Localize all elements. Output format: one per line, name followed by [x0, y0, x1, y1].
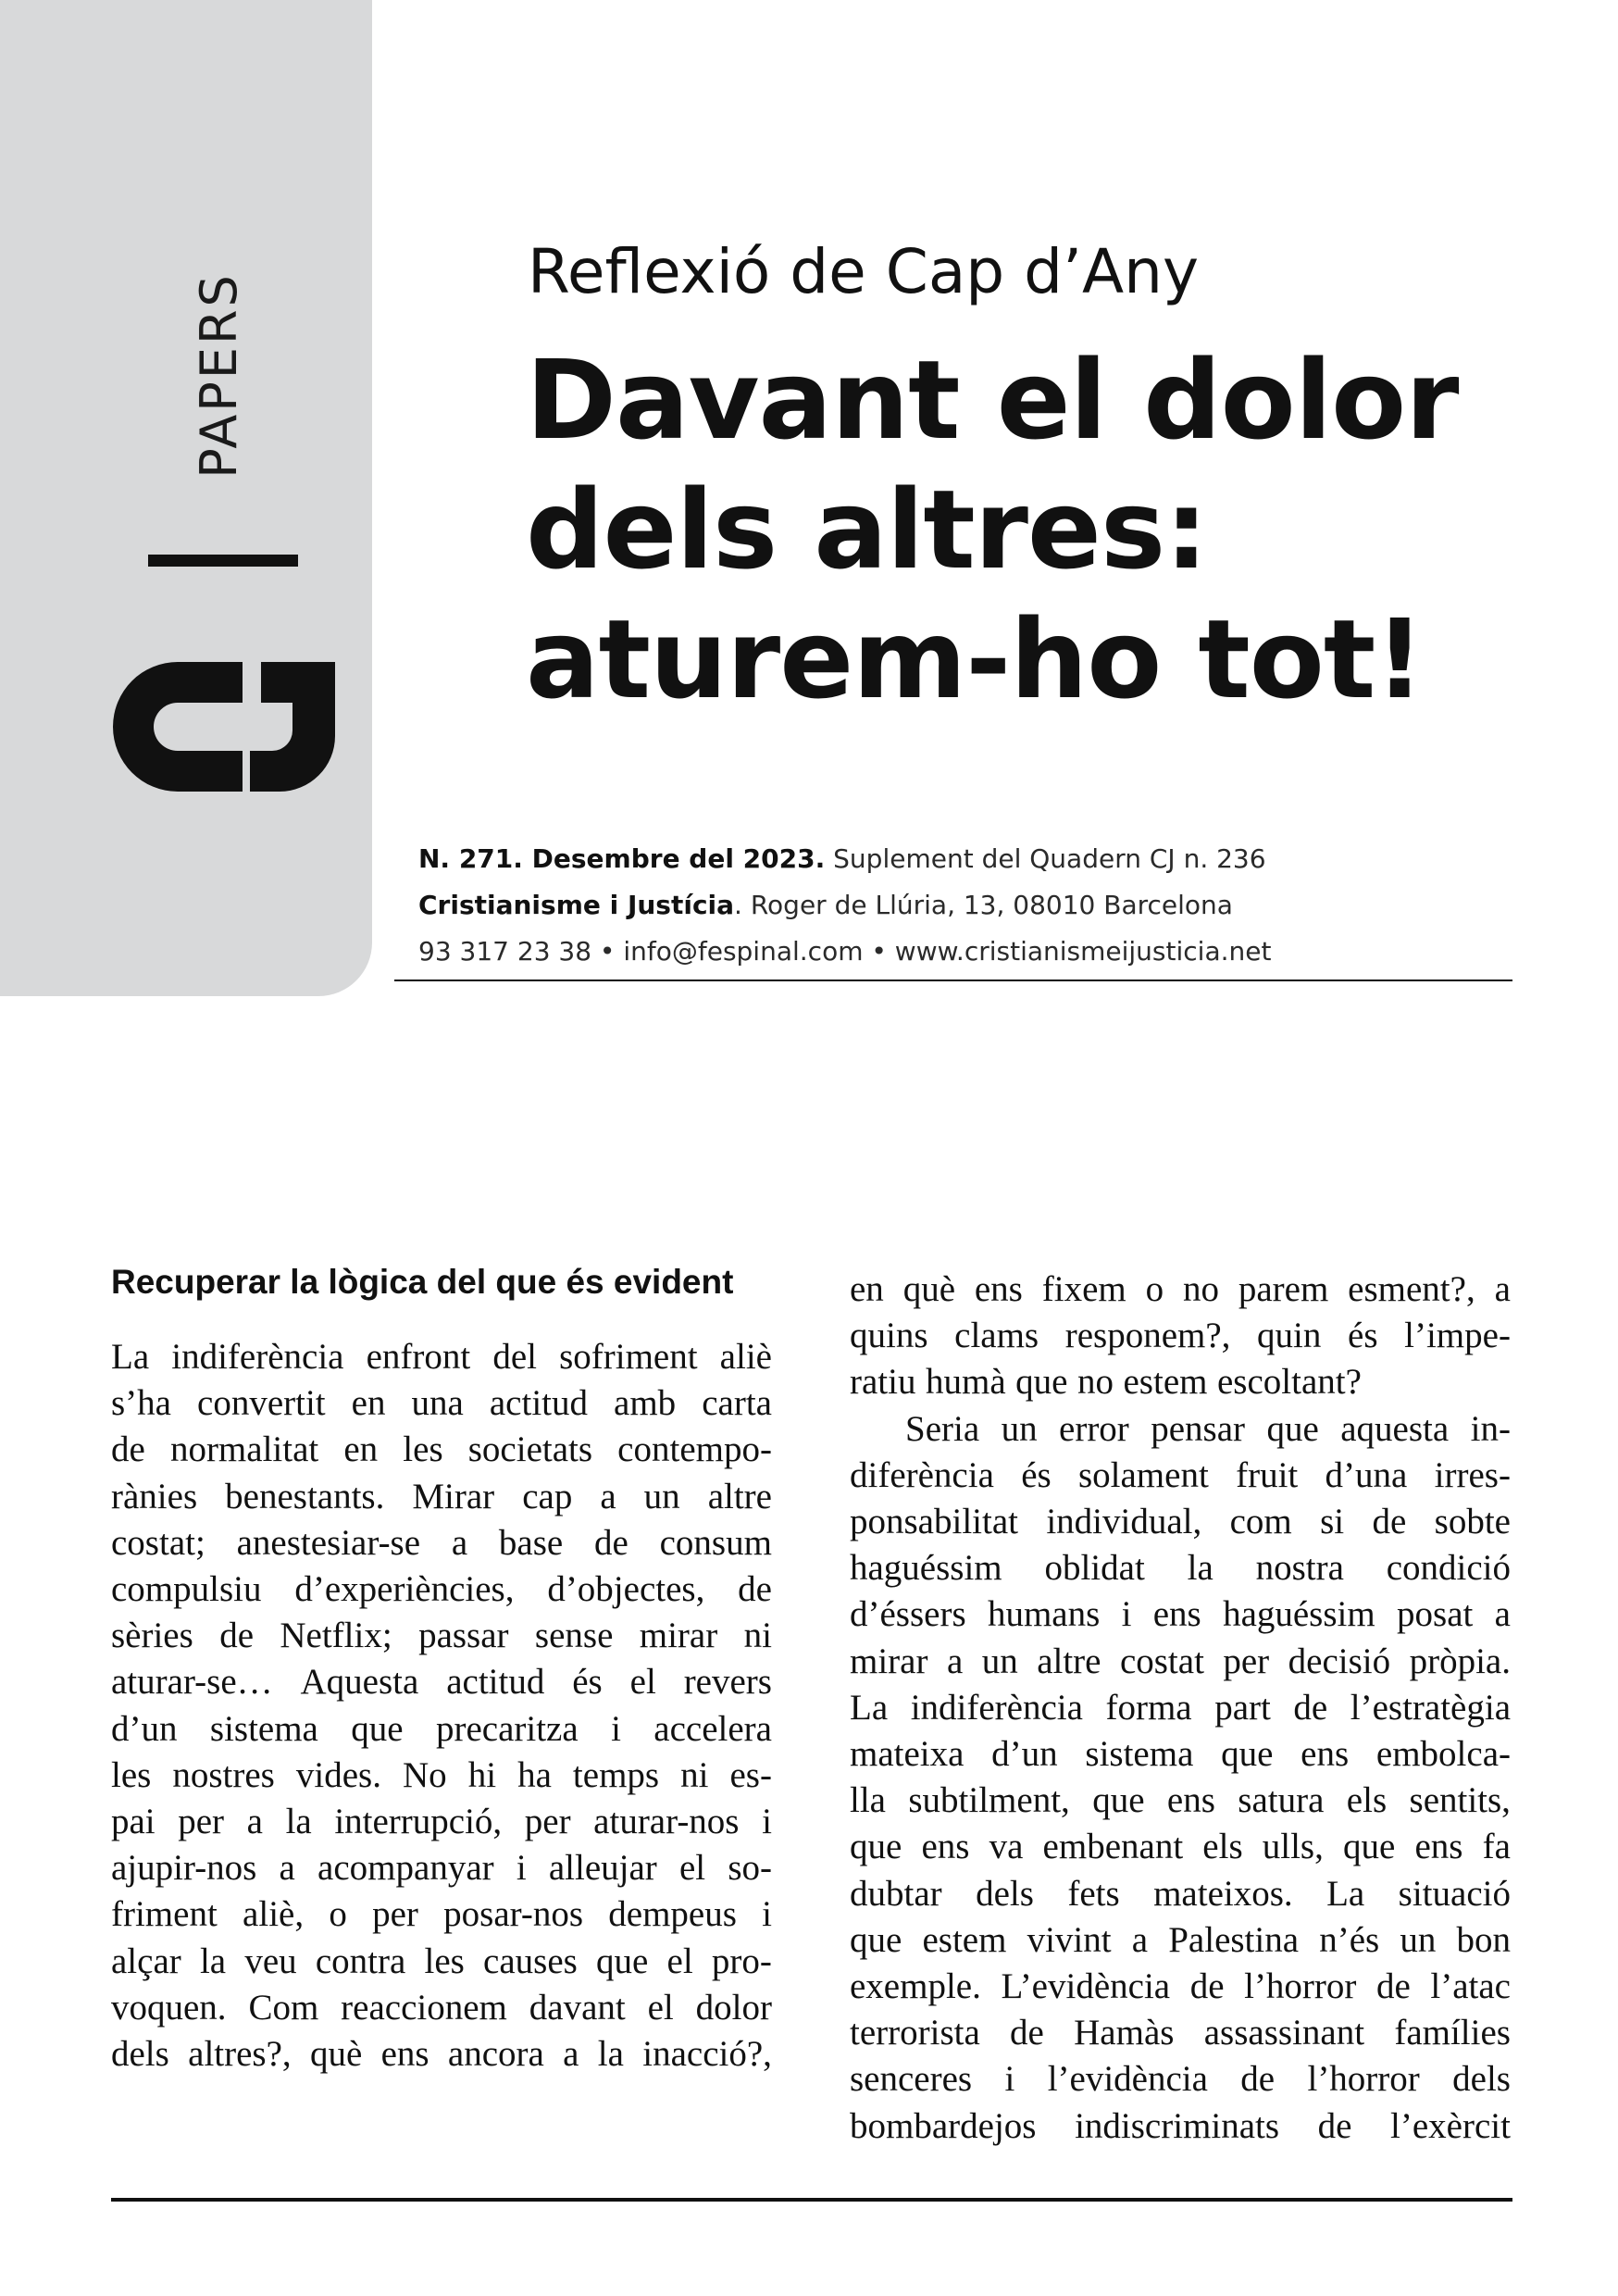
word: escoltant?: [1216, 1362, 1362, 1403]
word: quins: [850, 1316, 928, 1356]
word: so-: [728, 1848, 772, 1889]
word: Seria: [905, 1408, 980, 1449]
word: error: [1059, 1408, 1129, 1449]
word: les: [424, 1940, 465, 1981]
word: de: [1317, 2105, 1352, 2146]
word: temps: [572, 1754, 660, 1795]
word: aquesta: [1340, 1408, 1450, 1449]
word: i: [762, 1802, 772, 1842]
word: com: [1229, 1502, 1292, 1542]
word: dels: [1452, 2059, 1511, 2100]
word: condició: [1386, 1548, 1511, 1589]
text-line: [111, 1845, 772, 1891]
word: La: [111, 1337, 150, 1377]
word: La: [1326, 1873, 1365, 1914]
word: cap: [522, 1476, 573, 1516]
article-body-right: [850, 1267, 1511, 2150]
word: embenant: [1042, 1827, 1184, 1867]
word: l’horror: [1244, 1966, 1357, 2007]
word: a: [600, 1476, 616, 1516]
word: dubtar: [850, 1873, 942, 1914]
word: senceres: [850, 2059, 973, 2100]
word: costat;: [111, 1522, 205, 1563]
word: rànies: [111, 1476, 198, 1516]
word: per: [372, 1894, 418, 1935]
word: d’un: [111, 1708, 178, 1749]
word: per: [524, 1802, 571, 1842]
word: sistema: [1085, 1734, 1194, 1775]
word: les: [403, 1429, 443, 1470]
word: contempo-: [617, 1429, 772, 1470]
organization-name: Cristianisme i Justícia: [418, 890, 735, 920]
word: benestants.: [225, 1476, 385, 1516]
word: i: [611, 1708, 621, 1749]
word: lla: [850, 1780, 886, 1821]
sidebar-divider: [148, 555, 298, 567]
word: en: [351, 1383, 386, 1424]
word: alleujar: [548, 1848, 657, 1889]
word: convertit: [197, 1383, 326, 1424]
word: ni: [680, 1754, 709, 1795]
word: La: [850, 1687, 889, 1728]
word: l’horror: [1307, 2059, 1420, 2100]
word: què: [309, 2034, 363, 2075]
word: a: [946, 1641, 964, 1681]
word: ratiu: [850, 1362, 916, 1403]
word: que: [1015, 1362, 1068, 1403]
word: quin: [1257, 1316, 1322, 1356]
text-line: [850, 1685, 1511, 1731]
word: una: [411, 1383, 464, 1424]
title-line: dels altres:: [526, 466, 1208, 593]
word: forma: [1105, 1687, 1192, 1728]
text-line: [111, 1939, 772, 1985]
word: de: [1372, 1502, 1407, 1542]
word: Com: [248, 1987, 319, 2028]
word: diferència: [850, 1454, 994, 1495]
text-line: [850, 1406, 1511, 1453]
word: pro-: [711, 1940, 772, 1981]
word: famílies: [1394, 2013, 1511, 2053]
word: acompanyar: [317, 1848, 494, 1889]
word: clams: [954, 1316, 1039, 1356]
word: a: [1494, 1594, 1511, 1635]
word: és: [572, 1662, 603, 1703]
text-line: [850, 1499, 1511, 1545]
word: aturar-nos: [593, 1802, 740, 1842]
word: les: [111, 1754, 152, 1795]
word: hi: [467, 1754, 497, 1795]
title-line: Davant el dolor: [526, 336, 1459, 464]
article-column-right: [850, 1267, 1511, 2150]
word: la: [1187, 1548, 1214, 1589]
word: L’evidència: [1001, 1966, 1171, 2007]
page-title: [526, 335, 1544, 724]
word: sentits,: [1409, 1780, 1511, 1821]
word: a: [1131, 1919, 1149, 1960]
word: Netflix;: [280, 1616, 392, 1656]
word: o: [1145, 1269, 1164, 1309]
word: friment: [111, 1894, 218, 1935]
word: els: [1202, 1827, 1243, 1867]
text-line: [111, 1613, 772, 1659]
word: fa: [1482, 1827, 1511, 1867]
word: anestesiar-se: [236, 1522, 421, 1563]
word: que: [596, 1940, 649, 1981]
word: altres?,: [188, 2034, 292, 2075]
title-line: aturem-ho tot!: [526, 595, 1425, 723]
word: actitud: [489, 1383, 588, 1424]
word: d’objectes,: [547, 1569, 705, 1610]
word: responem?,: [1064, 1316, 1231, 1356]
text-line: [850, 1778, 1511, 1824]
word: i: [516, 1848, 527, 1889]
word: nostra: [1255, 1548, 1344, 1589]
word: un: [1001, 1408, 1038, 1449]
word: els: [1346, 1780, 1388, 1821]
word: sofriment: [559, 1337, 698, 1377]
word: ens: [1152, 1594, 1201, 1635]
word: que: [1221, 1734, 1274, 1775]
word: veu: [244, 1940, 297, 1981]
word: indiferència: [171, 1337, 344, 1377]
word: la: [285, 1802, 312, 1842]
word: pròpia.: [1409, 1641, 1511, 1681]
word: l’impe-: [1404, 1316, 1511, 1356]
text-line: [111, 1474, 772, 1520]
word: nostres: [172, 1754, 275, 1795]
text-line: [111, 1891, 772, 1938]
word: consum: [659, 1522, 772, 1563]
word: de: [1189, 1966, 1225, 2007]
text-line: [850, 1591, 1511, 1638]
word: ponsabilitat: [850, 1502, 1018, 1542]
word: subtilment,: [908, 1780, 1070, 1821]
word: dels: [111, 2034, 169, 2075]
word: d’experiències,: [294, 1569, 515, 1610]
word: de: [1376, 1966, 1411, 2007]
word: per: [1223, 1641, 1270, 1681]
word: reaccionem: [341, 1987, 507, 2028]
issue-line: [418, 836, 1511, 882]
word: aliè,: [243, 1894, 305, 1935]
word: dels: [976, 1873, 1034, 1914]
word: sèries: [111, 1616, 193, 1656]
word: mirar: [639, 1616, 718, 1656]
word: ens: [1414, 1827, 1463, 1867]
word: de: [1293, 1687, 1328, 1728]
word: un: [1400, 1919, 1437, 1960]
word: del: [492, 1337, 537, 1377]
word: situació: [1398, 1873, 1511, 1914]
word: no: [1077, 1362, 1114, 1403]
word: sense: [534, 1616, 614, 1656]
word: d’un: [991, 1734, 1058, 1775]
word: un: [643, 1476, 680, 1516]
page-subtitle: Reflexió de Cap d’Any: [528, 236, 1200, 307]
word: ens: [1301, 1734, 1350, 1775]
word: indiferència: [910, 1687, 1083, 1728]
word: és: [1348, 1316, 1378, 1356]
word: de: [594, 1522, 629, 1563]
word: o: [329, 1894, 347, 1935]
word: ens: [1166, 1780, 1215, 1821]
word: ulls,: [1262, 1827, 1324, 1867]
word: embolca-: [1375, 1734, 1511, 1775]
word: que: [1266, 1408, 1319, 1449]
word: el: [647, 1987, 674, 2028]
word: Mirar: [412, 1476, 495, 1516]
word: ha: [517, 1754, 552, 1795]
word: ens: [380, 2034, 429, 2075]
word: que: [850, 1919, 902, 1960]
organization-address: . Roger de Llúria, 13, 08010 Barcelona: [734, 890, 1233, 920]
issue-supplement: Suplement del Quadern CJ n. 236: [825, 843, 1266, 874]
word: parem: [1238, 1269, 1329, 1309]
word: mateixos.: [1153, 1873, 1293, 1914]
word: revers: [683, 1662, 772, 1703]
word: a: [1494, 1269, 1511, 1309]
cj-logo: [113, 662, 335, 792]
word: haguéssim: [850, 1548, 1002, 1589]
word: pai: [111, 1802, 156, 1842]
word: ens: [921, 1827, 970, 1867]
text-line: [111, 1985, 772, 2031]
word: No: [403, 1754, 447, 1795]
word: vivint: [1027, 1919, 1112, 1960]
word: Palestina: [1168, 1919, 1300, 1960]
word: s’ha: [111, 1383, 171, 1424]
word: posar-nos: [443, 1894, 584, 1935]
text-line: [850, 1267, 1511, 1313]
word: altre: [1037, 1641, 1101, 1681]
word: societats: [467, 1429, 593, 1470]
word: in-: [1470, 1408, 1511, 1449]
word: el: [666, 1940, 693, 1981]
text-line: [111, 1520, 772, 1566]
text-line: [850, 1964, 1511, 2010]
word: accelera: [653, 1708, 772, 1749]
word: mirar: [850, 1641, 928, 1681]
word: i: [1004, 2059, 1015, 2100]
word: ni: [743, 1616, 772, 1656]
word: fixem: [1041, 1269, 1126, 1309]
word: assassinant: [1203, 2013, 1365, 2053]
word: dolor: [695, 1987, 772, 2028]
article-column-left: [111, 1260, 772, 2078]
word: per: [178, 1802, 225, 1842]
word: ens: [974, 1269, 1023, 1309]
word: oblidat: [1044, 1548, 1145, 1589]
word: la: [199, 1940, 227, 1981]
word: ajupir-nos: [111, 1848, 257, 1889]
word: enfront: [366, 1337, 471, 1377]
word: que: [1092, 1780, 1145, 1821]
text-line: [111, 1427, 772, 1473]
word: irres-: [1434, 1454, 1511, 1495]
organization-line: [418, 882, 1511, 929]
word: contra: [315, 1940, 406, 1981]
word: amb: [614, 1383, 677, 1424]
word: mateixa: [850, 1734, 965, 1775]
word: de: [1010, 2013, 1044, 2053]
word: humans: [987, 1594, 1101, 1635]
word: l’evidència: [1047, 2059, 1208, 2100]
publication-info: [418, 836, 1511, 975]
word: que: [850, 1827, 902, 1867]
word: posat: [1397, 1594, 1474, 1635]
text-line: [850, 1731, 1511, 1778]
word: de: [219, 1616, 254, 1656]
word: si: [1320, 1502, 1345, 1542]
word: esment?,: [1348, 1269, 1475, 1309]
word: causes: [483, 1940, 578, 1981]
word: bon: [1456, 1919, 1511, 1960]
text-line: [850, 2010, 1511, 2056]
word: va: [989, 1827, 1024, 1867]
word: a: [451, 1522, 468, 1563]
word: compulsiu: [111, 1569, 262, 1610]
word: l’estratègia: [1350, 1687, 1511, 1728]
word: i: [1121, 1594, 1132, 1635]
text-line: [850, 1824, 1511, 1870]
word: precaritza: [435, 1708, 579, 1749]
word: n’és: [1319, 1919, 1380, 1960]
word: a: [246, 1802, 263, 1842]
word: davant: [529, 1987, 626, 2028]
word: terrorista: [850, 2013, 980, 2053]
word: individual,: [1046, 1502, 1202, 1542]
word: aturar-se…: [111, 1662, 273, 1703]
text-line: [111, 2031, 772, 2078]
word: satura: [1238, 1780, 1325, 1821]
word: ancora: [447, 2034, 544, 2075]
word: d’éssers: [850, 1594, 966, 1635]
word: part: [1214, 1687, 1271, 1728]
word: fets: [1067, 1873, 1120, 1914]
word: què: [902, 1269, 955, 1309]
word: de: [1240, 2059, 1276, 2100]
text-line: [850, 1917, 1511, 1964]
word: la: [597, 2034, 624, 2075]
word: humà: [925, 1362, 1006, 1403]
word: Aquesta: [300, 1662, 419, 1703]
word: actitud: [446, 1662, 545, 1703]
word: i: [762, 1894, 772, 1935]
text-line: [850, 1545, 1511, 1591]
word: indiscriminats: [1075, 2105, 1280, 2146]
word: altre: [707, 1476, 772, 1516]
word: sistema: [209, 1708, 318, 1749]
text-line: [111, 1753, 772, 1799]
text-line: [111, 1706, 772, 1753]
word: que: [351, 1708, 404, 1749]
word: el: [629, 1662, 656, 1703]
header-rule: [394, 980, 1512, 981]
word: a: [279, 1848, 295, 1889]
word: fruit: [1236, 1454, 1299, 1495]
word: carta: [702, 1383, 772, 1424]
text-line: [850, 1871, 1511, 1917]
sidebar-panel: [0, 0, 372, 996]
word: alçar: [111, 1940, 181, 1981]
word: normalitat: [169, 1429, 319, 1470]
text-line: [850, 1313, 1511, 1359]
text-line: [850, 1359, 1511, 1405]
footer-rule: [111, 2198, 1512, 2202]
word: exemple.: [850, 1966, 981, 2007]
word: estem: [922, 1919, 1007, 1960]
word: en: [850, 1269, 884, 1309]
word: pensar: [1151, 1408, 1246, 1449]
text-line: [850, 1453, 1511, 1499]
word: es-: [729, 1754, 772, 1795]
text-line: [111, 1380, 772, 1427]
word: estem: [1123, 1362, 1208, 1403]
text-line: [850, 2103, 1511, 2150]
word: a: [563, 2034, 579, 2075]
word: decisió: [1288, 1641, 1391, 1681]
word: de: [111, 1429, 145, 1470]
word: haguéssim: [1223, 1594, 1375, 1635]
word: interrupció,: [334, 1802, 503, 1842]
section-label: [191, 255, 246, 495]
word: el: [678, 1848, 706, 1889]
section-label-text: PAPERS: [189, 271, 248, 479]
word: de: [738, 1569, 772, 1610]
word: l’atac: [1430, 1966, 1511, 2007]
word: inacció?,: [642, 2034, 772, 2075]
text-line: [850, 1639, 1511, 1685]
word: aliè: [719, 1337, 772, 1377]
word: d’una: [1325, 1454, 1408, 1495]
word: que: [1343, 1827, 1396, 1867]
word: bombardejos: [850, 2105, 1037, 2146]
word: passar: [418, 1616, 509, 1656]
text-line: [111, 1659, 772, 1705]
section-heading: Recuperar la lògica del que és evident: [111, 1263, 734, 1301]
word: voquen.: [111, 1987, 227, 2028]
text-line: [111, 1334, 772, 1380]
word: l’exèrcit: [1390, 2105, 1511, 2146]
word: un: [981, 1641, 1018, 1681]
word: costat: [1119, 1641, 1204, 1681]
word: dempeus: [608, 1894, 737, 1935]
word: base: [498, 1522, 564, 1563]
contact-line: 93 317 23 38 • info@fespinal.com • www.cristianismeijusticia.net: [418, 936, 1272, 967]
issue-number: N. 271. Desembre del 2023.: [418, 843, 826, 874]
word: Hamàs: [1074, 2013, 1175, 2053]
word: no: [1182, 1269, 1219, 1309]
text-line: [850, 2056, 1511, 2103]
text-line: [111, 1566, 772, 1613]
text-line: [111, 1799, 772, 1845]
word: solament: [1077, 1454, 1209, 1495]
word: vides.: [295, 1754, 381, 1795]
word: és: [1021, 1454, 1052, 1495]
word: sobte: [1434, 1502, 1511, 1542]
word: en: [343, 1429, 379, 1470]
article-body-left: [111, 1334, 772, 2078]
